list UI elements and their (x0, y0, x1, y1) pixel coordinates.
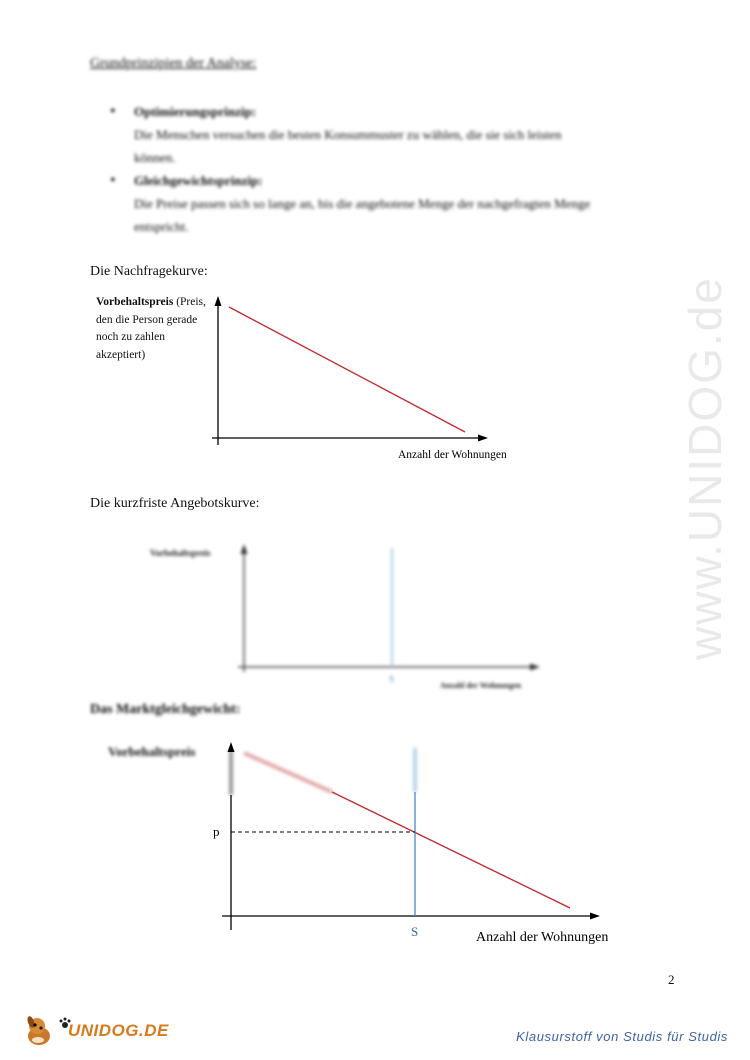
demand-y-arrow-icon (215, 296, 222, 306)
supply-s-label: S (389, 674, 395, 684)
demand-y-label-line: den die Person gerade (96, 313, 198, 326)
bullet-list (110, 100, 700, 238)
supply-s-label: S (411, 924, 419, 939)
demand-heading: Die Nachfragekurve: (90, 264, 208, 279)
supply-x-label: Anzahl der Wohnungen (440, 681, 522, 690)
bullet-dot-icon: • (110, 172, 116, 189)
equilibrium-y-label: Vorbehaltspreis (108, 744, 196, 759)
equilibrium-blurred-top (231, 748, 415, 795)
equilibrium-y-arrow-icon (228, 742, 235, 752)
equilibrium-x-label: Anzahl der Wohnungen (476, 930, 609, 945)
demand-x-label: Anzahl der Wohnungen (398, 449, 507, 461)
supply-y-arrow-icon (241, 544, 248, 554)
dog-mascot-icon (22, 1014, 56, 1048)
page-number: 2 (668, 972, 675, 987)
demand-x-arrow-icon (478, 435, 488, 442)
price-label: p (213, 824, 220, 839)
unidog-logo (22, 1014, 169, 1048)
equilibrium-chart (200, 740, 620, 950)
demand-y-label-line: akzeptiert) (96, 348, 146, 361)
supply-chart (140, 540, 580, 700)
bullet-title: Gleichgewichtsprinzip: (134, 173, 263, 188)
demand-chart (200, 290, 520, 470)
demand-y-label-line: noch zu zahlen (96, 331, 165, 343)
bullet-text: entspricht. (134, 219, 189, 234)
footer-tagline: Klausurstoff von Studis für Studis (516, 1029, 728, 1044)
supply-x-arrow-icon (530, 664, 540, 671)
bullet-text: Die Menschen versuchen die besten Konsummuster zu wählen, die sie sich leisten (134, 127, 562, 142)
equilibrium-x-arrow-icon (590, 913, 600, 920)
supply-heading: Die kurzfriste Angebotskurve: (90, 496, 260, 511)
bullet-text: Die Preise passen sich so lange an, bis die angebotene Menge der nachgefragten Menge (134, 196, 591, 211)
bullet-title: Optimierungsprinzip: (134, 104, 257, 119)
demand-y-label-rest: (Preis, (173, 296, 206, 308)
demand-curve (229, 307, 465, 432)
equilibrium-heading: Das Marktgleichgewicht: (90, 702, 241, 717)
bullet-item-2 (110, 169, 700, 238)
demand-y-label-bold: Vorbehaltspreis (96, 296, 174, 308)
bullet-dot-icon: • (110, 103, 116, 120)
logo-text: UNIDOG.DE (68, 1021, 169, 1040)
supply-y-label: Vorbehaltspreis (150, 548, 211, 558)
demand-y-label (96, 294, 206, 364)
demand-curve (332, 792, 570, 908)
section-heading-principles: Grundprinzipien der Analyse: (90, 56, 257, 71)
bullet-item-1 (110, 100, 700, 169)
watermark: www.UNIDOG.de (679, 276, 731, 660)
bullet-text: können. (134, 150, 176, 165)
